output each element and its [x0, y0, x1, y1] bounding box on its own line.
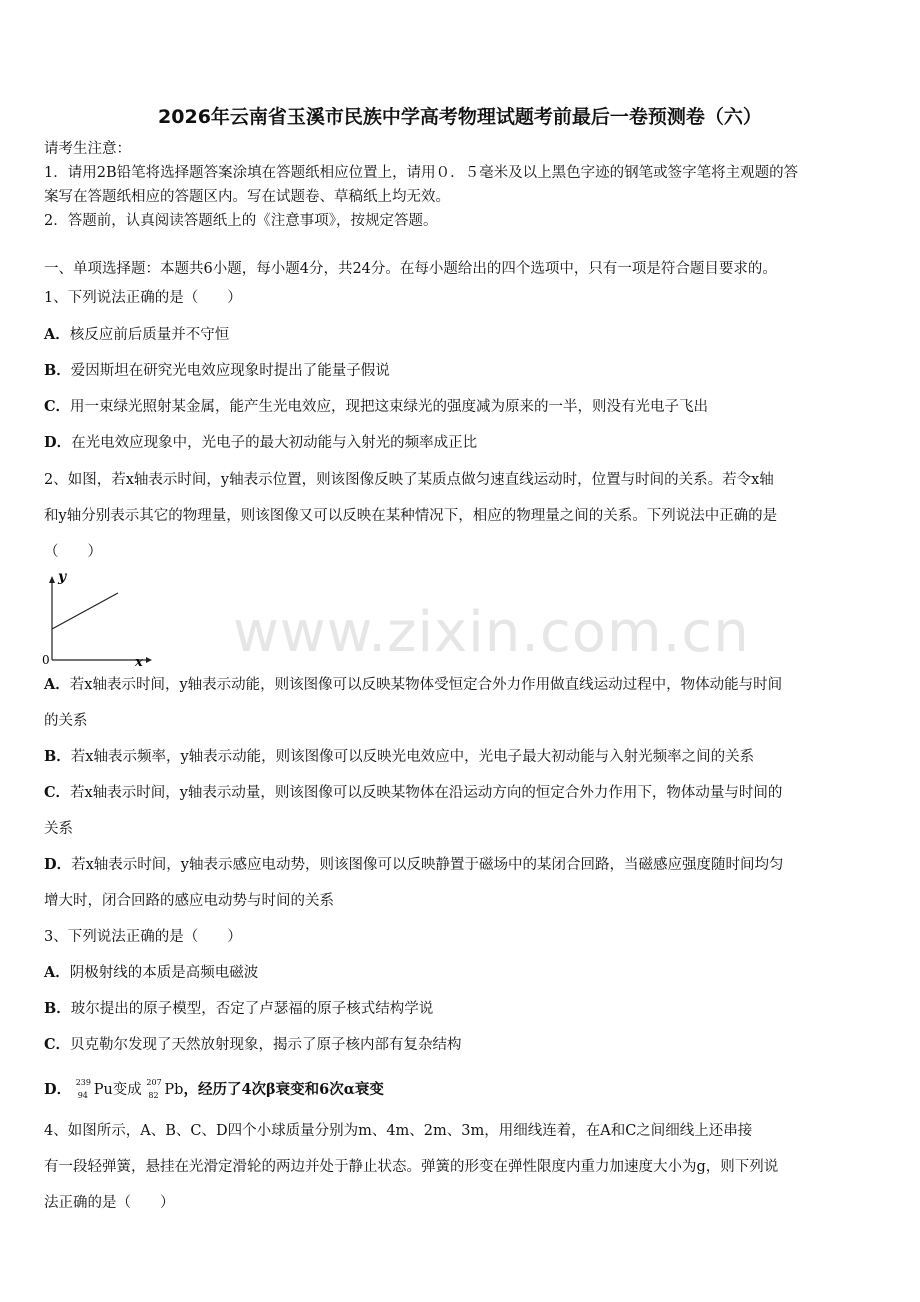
notice-line-1: 1．请用2B铅笔将选择题答案涂填在答题纸相应位置上，请用０．５毫米及以上黑色字迹的钢笔或签字笔将主观题的答 — [44, 165, 799, 181]
q1-option-b: B．爱因斯坦在研究光电效应现象时提出了能量子假说 — [44, 362, 390, 379]
watermark: www.zixin.com.cn — [233, 600, 750, 665]
pb-nuclide: 207 82 — [146, 1078, 162, 1100]
q2-option-a-1: A．若x轴表示时间，y轴表示动能，则该图像可以反映某物体受恒定合外力作用做直线运动过程中，物体动能与时间 — [44, 676, 783, 693]
q2-option-b: B．若x轴表示频率，y轴表示动能，则该图像可以反映光电效应中，光电子最大初动能与入射光频率之间的关系 — [44, 748, 755, 765]
x-axis-label: x — [135, 655, 143, 670]
section-heading: 一、单项选择题：本题共6小题，每小题4分，共24分。在每小题给出的四个选项中，只有一项是符合题目要求的。 — [44, 261, 777, 277]
q2-stem-3: （ ） — [44, 544, 102, 560]
q4-stem-3: 法正确的是（ ） — [44, 1195, 175, 1211]
q3-option-c: C．贝克勒尔发现了天然放射现象，揭示了原子核内部有复杂结构 — [44, 1036, 462, 1053]
q2-stem-1: 2、如图，若x轴表示时间，y轴表示位置，则该图像反映了某质点做匀速直线运动时，位置与时间的关系。若令x轴 — [44, 472, 774, 488]
page-title: 2026年云南省玉溪市民族中学高考物理试题考前最后一卷预测卷（六） — [158, 106, 762, 128]
q3-option-a: A．阴极射线的本质是高频电磁波 — [44, 964, 259, 981]
q3-stem: 3、下列说法正确的是（ ） — [44, 929, 242, 945]
q1-option-c: C．用一束绿光照射某金属，能产生光电效应，现把这束绿光的强度减为原来的一半，则没有光电子飞出 — [44, 398, 709, 415]
y-axis-label: y — [58, 569, 67, 585]
notice-line-2: 案写在答题纸相应的答题区内。写在试题卷、草稿纸上均无效。 — [44, 189, 450, 205]
q3-option-b: B．玻尔提出的原子模型，否定了卢瑟福的原子核式结构学说 — [44, 1000, 434, 1017]
q1-option-a: A．核反应前后质量并不守恒 — [44, 326, 230, 343]
q3-option-d: D． 239 94 Pu变成 207 82 Pb，经历了4次β衰变和6次α衰变 — [44, 1078, 384, 1100]
q2-option-c-2: 关系 — [44, 821, 73, 837]
q2-option-c-1: C．若x轴表示时间，y轴表示动量，则该图像可以反映某物体在沿运动方向的恒定合外力作用下，物体动量与时间的 — [44, 784, 783, 801]
q2-stem-2: 和y轴分别表示其它的物理量，则该图像又可以反映在某种情况下，相应的物理量之间的关系。下列说法中正确的是 — [44, 508, 778, 524]
pu-nuclide: 239 94 — [75, 1078, 91, 1100]
q2-option-a-2: 的关系 — [44, 713, 88, 729]
q4-stem-2: 有一段轻弹簧，悬挂在光滑定滑轮的两边并处于静止状态。弹簧的形变在弹性限度内重力加速度大小为g，则下列说 — [44, 1159, 779, 1175]
q2-option-d-1: D．若x轴表示时间，y轴表示感应电动势，则该图像可以反映静置于磁场中的某闭合回路，当磁感应强度随时间均匀 — [44, 856, 784, 873]
xy-line-graph — [36, 565, 156, 670]
q2-option-d-2: 增大时，闭合回路的感应电动势与时间的关系 — [44, 893, 334, 909]
origin-label: 0 — [42, 653, 50, 667]
q4-stem-1: 4、如图所示，A、B、C、D四个小球质量分别为m、4m、2m、3m，用细线连着，在A和C之间细线上还串接 — [44, 1123, 753, 1139]
q1-stem: 1、下列说法正确的是（ ） — [44, 290, 242, 306]
notice-heading: 请考生注意： — [44, 141, 131, 157]
q1-option-d: D．在光电效应现象中，光电子的最大初动能与入射光的频率成正比 — [44, 434, 478, 451]
notice-line-3: 2．答题前，认真阅读答题纸上的《注意事项》，按规定答题。 — [44, 213, 438, 229]
